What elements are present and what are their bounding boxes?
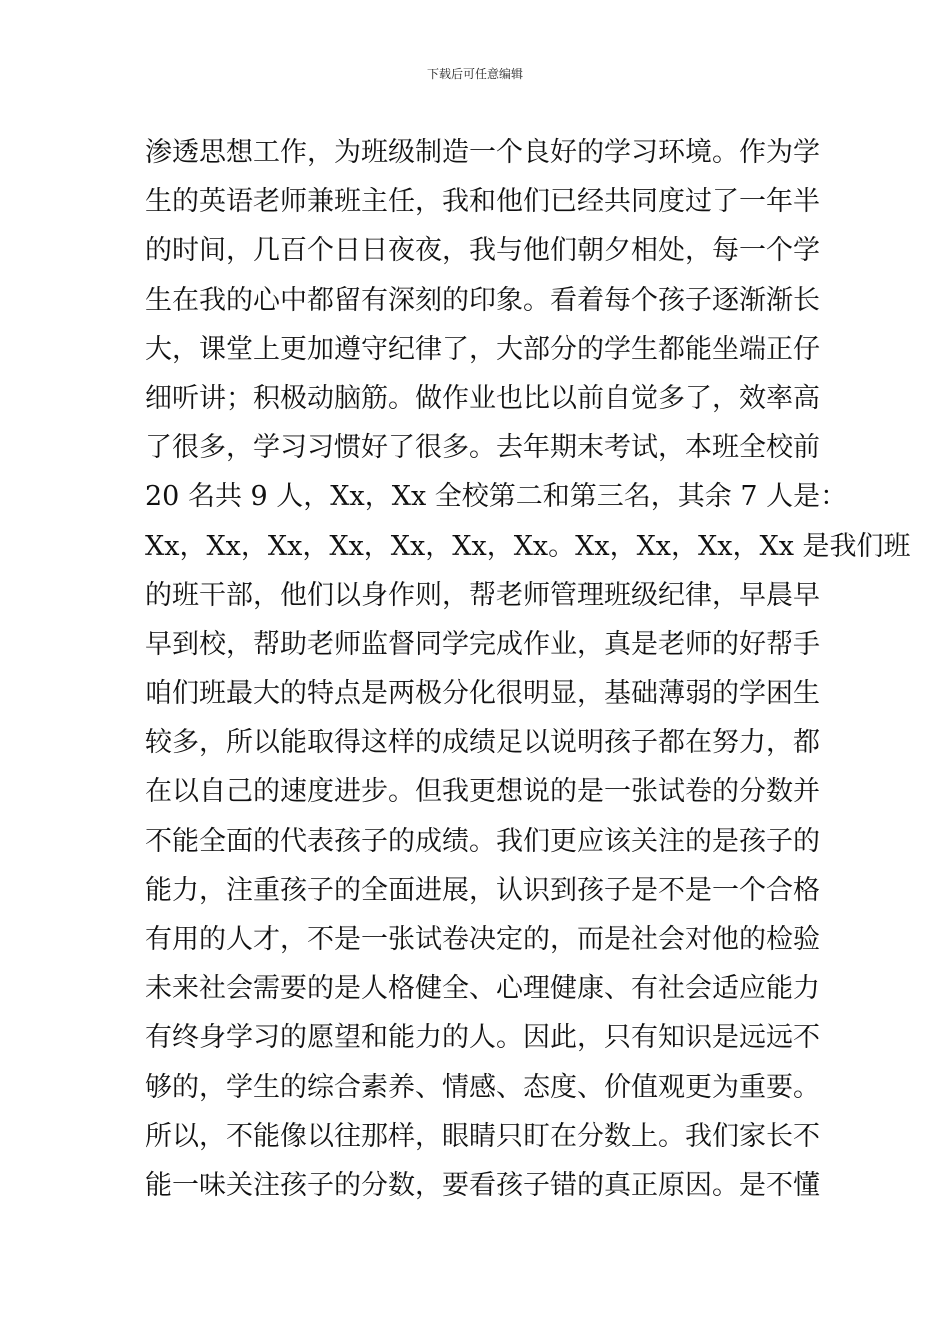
text-line: Xx，Xx，Xx，Xx，Xx，Xx，Xx。Xx，Xx，Xx，Xx 是我们班 <box>145 530 911 562</box>
text-line: 不能全面的代表孩子的成绩。我们更应该关注的是孩子的 <box>145 825 820 857</box>
text-line: 有用的人才，不是一张试卷决定的，而是社会对他的检验 <box>145 924 820 955</box>
text-line: 大，课堂上更加遵守纪律了，大部分的学生都能坐端正仔 <box>145 333 820 365</box>
text-line: 早到校，帮助老师监督同学完成作业，真是老师的好帮手 <box>145 628 820 660</box>
text-line: 所以，不能像以往那样，眼睛只盯在分数上。我们家长不 <box>145 1120 820 1152</box>
text-line: 的时间，几百个日日夜夜，我与他们朝夕相处，每一个学 <box>145 235 820 267</box>
body-text <box>145 128 911 1210</box>
text-line: 较多，所以能取得这样的成绩足以说明孩子都在努力，都 <box>145 727 820 759</box>
text-line: 在以自己的速度进步。但我更想说的是一张试卷的分数并 <box>145 776 820 808</box>
text-line: 了很多，学习习惯好了很多。去年期末考试，本班全校前 <box>145 432 820 464</box>
text-line: 够的，学生的综合素养、情感、态度、价值观更为重要。 <box>145 1071 820 1103</box>
text-line: 能一味关注孩子的分数，要看孩子错的真正原因。是不懂 <box>145 1169 820 1201</box>
text-line: 有终身学习的愿望和能力的人。因此，只有知识是远远不 <box>145 1022 820 1054</box>
page-header: 下载后可任意编辑 <box>426 67 523 81</box>
text-line: 渗透思想工作，为班级制造一个良好的学习环境。作为学 <box>145 137 820 168</box>
text-line: 生的英语老师兼班主任，我和他们已经共同度过了一年半 <box>145 186 820 218</box>
text-line: 能力，注重孩子的全面进展，认识到孩子是不是一个合格 <box>145 874 820 906</box>
text-line: 咱们班最大的特点是两极分化很明显，基础薄弱的学困生 <box>145 678 820 710</box>
text-line: 生在我的心中都留有深刻的印象。看着每个孩子逐渐渐长 <box>145 284 820 316</box>
text-line: 的班干部，他们以身作则，帮老师管理班级纪律，早晨早 <box>145 579 820 611</box>
text-line: 未来社会需要的是人格健全、心理健康、有社会适应能力 <box>145 973 820 1005</box>
text-line: 20 名共 9 人，Xx，Xx 全校第二和第三名，其余 7 人是： <box>145 481 848 513</box>
text-line: 细听讲；积极动脑筋。做作业也比以前自觉多了，效率高 <box>145 382 820 414</box>
